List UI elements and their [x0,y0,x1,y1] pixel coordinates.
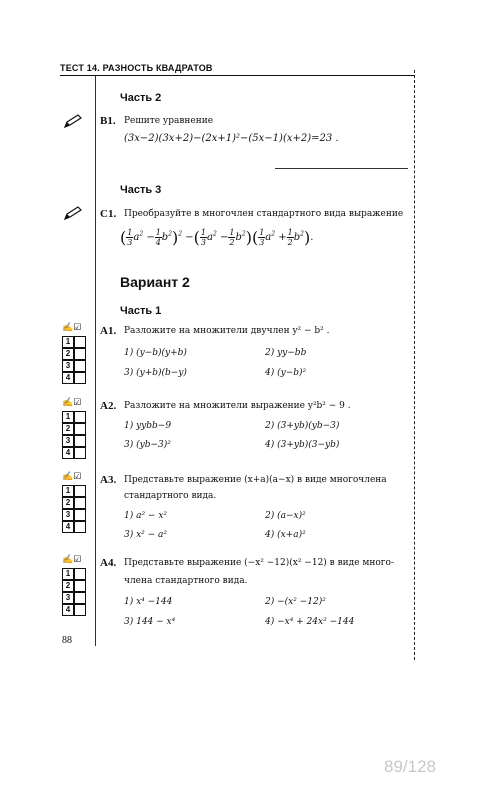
header-rule [60,75,415,76]
answer-checkbox[interactable] [74,592,86,604]
page-header: ТЕСТ 14. РАЗНОСТЬ КВАДРАТОВ [60,63,213,73]
option-3[interactable]: 3) x² − a² [124,530,168,540]
answer-checkbox[interactable] [74,372,86,384]
option-2[interactable]: 2) (3+yb)(yb−3) [265,421,340,431]
answer-grid-a2[interactable] [62,398,86,460]
option-1[interactable]: 1) (y−b)(y+b) [124,348,187,358]
answer-box-num: 3 [62,509,74,521]
task-c1-text: Преобразуйте в многочлен стандартного вида выражение [124,209,404,219]
task-b1-label: В1. [100,115,116,127]
answer-box-num: 1 [62,485,74,497]
answer-checkbox[interactable] [74,435,86,447]
answer-box-num: 4 [62,447,74,459]
answer-box-num: 1 [62,336,74,348]
question-label: А4. [100,557,117,569]
answer-box-num: 2 [62,423,74,435]
task-c1-label: С1. [100,208,117,220]
pencil-icon [63,205,83,221]
answer-line [275,168,408,169]
option-4[interactable]: 4) −x⁴ + 24x² −144 [265,617,355,627]
part2-title: Часть 2 [120,92,162,104]
part1-title: Часть 1 [120,305,162,317]
answer-box-num: 2 [62,580,74,592]
answer-box-num: 1 [62,411,74,423]
option-1[interactable]: 1) yybb−9 [124,421,172,431]
pencil-icon [63,113,83,129]
question-label: А2. [100,400,117,412]
option-3[interactable]: 3) 144 − x⁴ [124,617,176,627]
answer-checkbox[interactable] [74,360,86,372]
page-number: 88 [62,635,72,646]
pencil-check-icon: ✍☑ [62,398,82,408]
option-2[interactable]: 2) −(x² −12)² [265,597,326,607]
cut-line [414,70,415,660]
option-1[interactable]: 1) x⁴ −144 [124,597,173,607]
part3-title: Часть 3 [120,184,162,196]
answer-checkbox[interactable] [74,604,86,616]
option-4[interactable]: 4) (y−b)² [265,368,307,378]
question-label: А3. [100,474,117,486]
answer-box-num: 3 [62,592,74,604]
answer-checkbox[interactable] [74,497,86,509]
answer-checkbox[interactable] [74,348,86,360]
answer-box-num: 3 [62,435,74,447]
answer-checkbox[interactable] [74,336,86,348]
answer-box-num: 4 [62,604,74,616]
task-b1-equation: (3x−2)(3x+2)−(2x+1)²−(5x−1)(x+2)=23 . [124,133,339,144]
answer-checkbox[interactable] [74,509,86,521]
option-2[interactable]: 2) yy−bb [265,348,307,358]
answer-box-num: 2 [62,348,74,360]
option-4[interactable]: 4) (x+a)² [265,530,306,540]
option-1[interactable]: 1) a² − x² [124,511,168,521]
answer-box-num: 3 [62,360,74,372]
question-text: Разложите на множители выражение y²b² − 9 . [124,401,351,411]
task-c1-expression: ( $\frac{1}{3}$ $a^2$ − $\frac{1}{4}$ $b^2)^2$ −( $\frac{1}{3}$ $a^2$ − $\frac{1}{2}$ $b^2$)( $\frac{1}{3}$ $a^2$ + $\frac{1}{2}$ $b^2$). [120,228,314,247]
question-label: А1. [100,325,117,337]
variant-title: Вариант 2 [120,274,190,290]
answer-box-num: 4 [62,521,74,533]
margin-line [95,76,96,646]
answer-box-num: 2 [62,497,74,509]
answer-grid-a4[interactable] [62,555,86,617]
pencil-check-icon: ✍☑ [62,323,82,333]
option-2[interactable]: 2) (a−x)² [265,511,306,521]
pencil-check-icon: ✍☑ [62,472,82,482]
answer-checkbox[interactable] [74,447,86,459]
answer-grid-a3[interactable] [62,472,86,534]
answer-checkbox[interactable] [74,411,86,423]
option-3[interactable]: 3) (y+b)(b−y) [124,368,187,378]
answer-checkbox[interactable] [74,580,86,592]
question-text-cont: члена стандартного вида. [124,576,248,586]
question-text: Представьте выражение (x+a)(a−x) в виде многочлена [124,475,387,485]
question-text: Разложите на множители двучлен y² − b² . [124,326,330,336]
task-b1-text: Решите уравнение [124,116,214,126]
option-3[interactable]: 3) (yb−3)² [124,440,171,450]
answer-grid-a1[interactable] [62,323,86,385]
answer-box-num: 4 [62,372,74,384]
question-text-cont: стандартного вида. [124,491,217,501]
pencil-check-icon: ✍☑ [62,555,82,565]
question-text: Представьте выражение (−x² −12)(x² −12) в виде много- [124,558,394,568]
answer-checkbox[interactable] [74,485,86,497]
answer-checkbox[interactable] [74,568,86,580]
page-counter: 89/128 [384,757,436,776]
option-4[interactable]: 4) (3+yb)(3−yb) [265,440,340,450]
answer-box-num: 1 [62,568,74,580]
answer-checkbox[interactable] [74,423,86,435]
answer-checkbox[interactable] [74,521,86,533]
